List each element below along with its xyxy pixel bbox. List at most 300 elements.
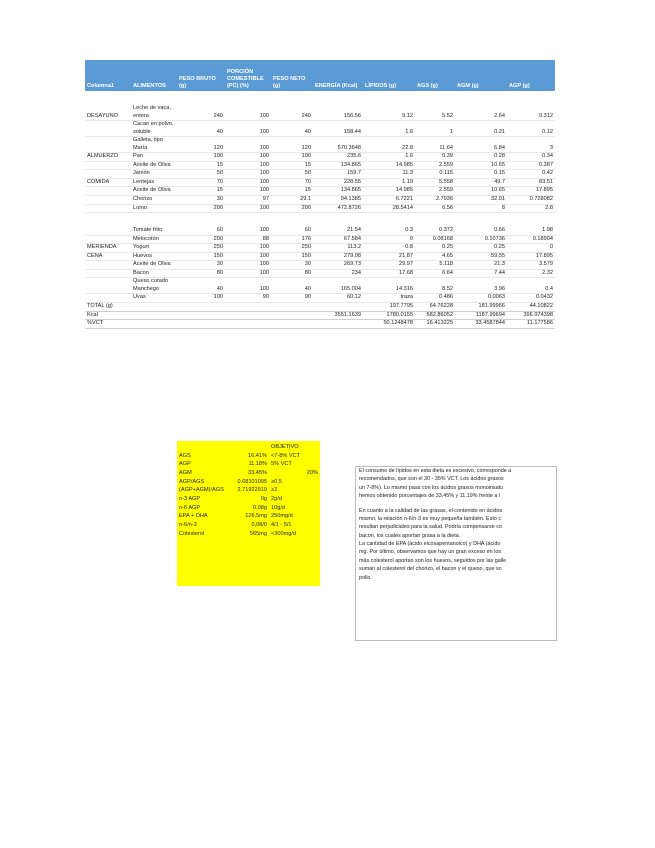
value-cell[interactable]: 2.7936 [415,196,455,205]
comment-line: más colesterol aportan son los huevos, seguidos por las galle [359,557,507,564]
value-cell[interactable]: 2.8 [507,204,555,213]
value-cell[interactable]: 6.56 [415,204,455,213]
value-cell[interactable]: 100 [225,121,271,137]
value-cell[interactable] [177,303,225,312]
value-cell[interactable]: 472.8726 [313,204,363,213]
table-row [85,153,555,162]
value-cell[interactable]: 32.01 [455,196,507,205]
objective-target[interactable]: 20% [306,469,318,476]
value-cell[interactable]: 0.15 [455,170,507,179]
meal-cell[interactable] [85,278,131,294]
nutrition-table [85,60,555,329]
value-cell[interactable]: 0 [507,244,555,253]
objective-value[interactable]: 0.68101095 [237,478,267,485]
food-cell[interactable]: Aceite de Oliva [131,187,177,196]
objective-row [177,504,320,513]
value-cell[interactable]: 11.64 [415,137,455,153]
value-cell[interactable]: 5.52 [415,105,455,121]
value-cell[interactable]: 120 [271,137,313,153]
value-cell[interactable]: 15 [177,161,225,170]
objective-row [177,512,320,521]
food-cell[interactable]: Huevos [131,252,177,261]
value-cell[interactable]: 134.865 [313,161,363,170]
total-row [85,311,555,320]
food-cell[interactable]: Chorizo [131,196,177,205]
value-cell[interactable]: 21.54 [313,227,363,235]
value-cell[interactable]: 1187.99694 [455,311,507,320]
objectives-box [177,441,320,586]
value-cell[interactable]: 70 [271,178,313,187]
value-cell[interactable]: 90 [225,294,271,303]
value-cell[interactable]: 2.32 [507,269,555,278]
value-cell[interactable]: 0.66 [455,227,507,235]
meal-cell[interactable] [85,196,131,205]
value-cell[interactable]: 5.558 [415,178,455,187]
column-header[interactable]: AGS (g) [415,60,455,91]
food-cell[interactable]: Aceite de Oliva [131,161,177,170]
value-cell[interactable]: 0.25 [455,244,507,253]
value-cell[interactable]: 40 [271,278,313,294]
value-cell[interactable]: 94.1385 [313,196,363,205]
value-cell[interactable]: 240 [177,105,225,121]
objective-target[interactable]: <300mg/d [271,530,297,537]
value-cell[interactable]: 100 [225,204,271,213]
table-row [85,244,555,253]
value-cell[interactable]: 17.68 [363,269,415,278]
value-cell[interactable] [271,311,313,320]
value-cell[interactable]: 50.1248478 [363,320,415,329]
value-cell[interactable]: 21.3 [455,261,507,270]
value-cell[interactable]: 97 [225,196,271,205]
total-row [85,303,555,312]
table-row [85,137,555,153]
value-cell[interactable]: 22.8 [363,137,415,153]
value-cell[interactable]: 59.55 [455,252,507,261]
meal-cell[interactable]: CENA [85,252,131,261]
value-cell[interactable]: 100 [225,187,271,196]
value-cell[interactable]: 100 [225,252,271,261]
value-cell[interactable]: 3551.1639 [313,311,363,320]
value-cell[interactable]: 28.5414 [363,204,415,213]
value-cell[interactable]: 30 [177,196,225,205]
objective-label[interactable]: AGP/AGS [179,478,205,485]
objective-value[interactable]: 33.45% [248,469,267,476]
value-cell[interactable]: 9.12 [363,105,415,121]
comment-line: hemos obtenido porcentajes de 33,45% y 11,19% frente a l [359,493,501,500]
table-row [85,170,555,179]
comment-line: mismo, la relación n-6/n-3 es muy pequeña también. Esto c [359,515,502,522]
value-cell[interactable]: 228.55 [313,178,363,187]
value-cell[interactable]: 176 [271,235,313,244]
value-cell[interactable] [225,311,271,320]
value-cell[interactable]: 14.985 [363,187,415,196]
meal-cell[interactable] [85,294,131,303]
objectives-header: OBJETIVO [271,444,299,450]
value-cell[interactable]: 156.56 [313,105,363,121]
table-row [85,294,555,303]
column-header[interactable]: LÍPIDOS (g) [363,60,415,91]
value-cell[interactable]: 100 [225,244,271,253]
value-cell[interactable]: 269.73 [313,261,363,270]
spacer-row [85,91,555,105]
objective-value[interactable]: 16.41% [248,452,267,459]
value-cell[interactable]: 15 [177,187,225,196]
value-cell[interactable]: traza [363,294,415,303]
table-header-row [85,60,555,91]
objective-row [177,460,320,469]
value-cell[interactable]: 1.19 [363,178,415,187]
value-cell[interactable]: 70 [177,178,225,187]
value-cell[interactable]: 90 [271,294,313,303]
food-cell[interactable]: Lomo [131,204,177,213]
objective-row [177,486,320,495]
objective-value[interactable]: 0,08/0 [251,521,267,528]
food-cell[interactable]: Bacon [131,269,177,278]
objective-value[interactable]: 11.18% [248,461,267,468]
value-cell[interactable]: 8.52 [415,278,455,294]
meal-cell[interactable]: %VCT [85,320,131,329]
objective-label[interactable]: AGS [179,452,191,459]
objective-row [177,530,320,539]
value-cell[interactable]: 0.312 [507,105,555,121]
table-row [85,235,555,244]
objective-target[interactable]: ≥2 [271,487,278,494]
column-header[interactable]: Columna1 [85,60,131,91]
comment-paragraph [356,507,556,582]
meal-cell[interactable] [85,170,131,179]
value-cell[interactable]: 0.728082 [507,196,555,205]
value-cell[interactable]: 100 [225,178,271,187]
value-cell[interactable]: 240 [271,105,313,121]
table-row [85,278,555,294]
value-cell[interactable]: 60 [177,227,225,235]
meal-cell[interactable] [85,137,131,153]
food-cell[interactable]: Yogurt [131,244,177,253]
value-cell[interactable]: 8 [455,204,507,213]
value-cell[interactable]: 197.7795 [363,303,415,312]
value-cell[interactable]: 6.84 [455,137,507,153]
meal-cell[interactable] [85,227,131,235]
objective-label[interactable]: n-6/n-3 [179,521,197,528]
value-cell[interactable]: 165.004 [313,278,363,294]
value-cell[interactable]: 60 [271,227,313,235]
meal-cell[interactable] [85,161,131,170]
value-cell[interactable]: 30 [177,261,225,270]
objective-row [177,469,320,478]
value-cell[interactable] [271,303,313,312]
value-cell[interactable]: 33.4587844 [455,320,507,329]
value-cell[interactable]: 2.559 [415,187,455,196]
value-cell[interactable]: 120 [177,137,225,153]
value-cell[interactable] [271,320,313,329]
value-cell[interactable]: 100 [225,105,271,121]
value-cell[interactable]: 49.7 [455,178,507,187]
table-row [85,178,555,187]
objective-target[interactable]: 2g/d [271,495,282,502]
value-cell[interactable]: 0.486 [415,294,455,303]
comment-line: El consumo de lípidos en esta dieta es excesivo, corresponde a [359,468,512,474]
value-cell[interactable]: 0.4 [507,278,555,294]
value-cell[interactable]: 200 [177,204,225,213]
meal-cell[interactable] [85,204,131,213]
meal-cell[interactable]: MERIENDA [85,244,131,253]
value-cell[interactable]: 396.974398 [507,311,555,320]
objective-value[interactable]: 0g [260,495,267,502]
food-cell[interactable]: Cacao en polvo, soluble [131,121,177,137]
value-cell[interactable]: 100 [177,294,225,303]
value-cell[interactable]: 200 [177,235,225,244]
table-row [85,252,555,261]
value-cell[interactable]: 40 [271,121,313,137]
comment-line: La cantidad de EPA (ácido eicosapentanoico) y DHA (ácido [359,541,501,547]
value-cell[interactable]: 0.18904 [507,235,555,244]
table-row [85,161,555,170]
table-row [85,121,555,137]
value-cell[interactable]: 100 [225,137,271,153]
value-cell[interactable]: 0.10736 [455,235,507,244]
value-cell[interactable]: 50 [177,170,225,179]
meal-cell[interactable] [85,121,131,137]
objective-target[interactable]: <7-8% VCT [271,452,301,459]
value-cell[interactable]: 15 [271,161,313,170]
value-cell[interactable]: 1.6 [363,153,415,162]
value-cell[interactable]: 4.65 [415,252,455,261]
value-cell[interactable]: 0 [363,235,415,244]
food-cell[interactable]: Uvas [131,294,177,303]
objective-target[interactable]: 250mg/d [271,513,293,520]
food-cell[interactable]: Melocotón [131,235,177,244]
food-cell[interactable]: Queso curado Manchego [131,278,177,294]
food-cell[interactable]: Tomate frito [131,227,177,235]
value-cell[interactable]: 29.1 [271,196,313,205]
meal-cell[interactable]: COMIDA [85,178,131,187]
value-cell[interactable]: 40 [177,121,225,137]
column-header[interactable]: PESO BRUTO (g) [177,60,225,91]
meal-cell[interactable] [85,235,131,244]
value-cell[interactable]: 0.28 [455,153,507,162]
value-cell[interactable]: 582.86052 [415,311,455,320]
objective-row [177,495,320,504]
food-cell[interactable]: Galleta, tipo María [131,137,177,153]
value-cell[interactable]: 0.42 [507,170,555,179]
spacer-row [85,213,555,228]
meal-cell[interactable]: Kcal [85,311,131,320]
objective-label[interactable]: EPA + DHA [179,513,208,520]
value-cell[interactable]: 159.7 [313,170,363,179]
value-cell[interactable]: 67.584 [313,235,363,244]
value-cell[interactable]: 0.0063 [455,294,507,303]
comment-line: pollo. [359,574,372,581]
food-cell[interactable]: Lentejas [131,178,177,187]
value-cell[interactable]: 0.0432 [507,294,555,303]
food-cell[interactable]: Leche de vaca, entera [131,105,177,121]
value-cell[interactable]: 83.51 [507,178,555,187]
value-cell[interactable]: 0.39 [415,153,455,162]
value-cell[interactable]: 5.118 [415,261,455,270]
value-cell[interactable]: 3.579 [507,261,555,270]
comment-line: suman al colesterol del chorizo, el bacon y el queso, que so [359,566,502,573]
value-cell[interactable]: 100 [225,261,271,270]
value-cell[interactable]: 11.3 [363,170,415,179]
objective-label[interactable]: (AGP+AGM)/AGS [179,487,224,494]
value-cell[interactable]: 17.895 [507,187,555,196]
column-header[interactable]: AGM (g) [455,60,507,91]
value-cell[interactable]: 250 [271,244,313,253]
table-row [85,105,555,121]
value-cell[interactable]: 100 [177,153,225,162]
value-cell[interactable]: 234 [313,269,363,278]
value-cell[interactable]: 6.64 [415,269,455,278]
value-cell[interactable]: 200 [271,204,313,213]
objective-row [177,478,320,487]
comment-line: En cuanto a la calidad de las grasas, el contenido en ácidos [359,507,503,514]
comment-textbox[interactable] [355,466,557,641]
value-cell[interactable]: 0.3 [363,227,415,235]
value-cell[interactable]: 7.44 [455,269,507,278]
value-cell[interactable]: 0.8 [363,244,415,253]
food-cell[interactable]: Aceite de Oliva [131,261,177,270]
value-cell[interactable] [225,320,271,329]
value-cell[interactable]: 235.6 [313,153,363,162]
comment-paragraph [356,467,556,501]
value-cell[interactable]: 1780.0155 [363,311,415,320]
objective-value[interactable]: 0,08g [253,504,267,511]
value-cell[interactable]: 14.316 [363,278,415,294]
objective-label[interactable]: AGM [179,469,192,476]
food-cell[interactable] [131,320,177,329]
value-cell[interactable]: 100 [225,153,271,162]
column-header[interactable]: ALIMENTOS [131,60,177,91]
comment-line: un 7-8%). Lo mismo pasa con los ácidos grasos monoinsatu [359,484,504,491]
value-cell[interactable]: 100 [225,269,271,278]
value-cell[interactable]: 1.6 [363,121,415,137]
column-header[interactable]: ENERGÍA (Kcal) [313,60,363,91]
value-cell[interactable]: 100 [225,278,271,294]
value-cell[interactable]: 14.985 [363,161,415,170]
value-cell[interactable]: 10.65 [455,187,507,196]
value-cell[interactable]: 11.177586 [507,320,555,329]
value-cell[interactable]: 40 [177,278,225,294]
value-cell[interactable]: 0.08168 [415,235,455,244]
value-cell[interactable]: 150 [271,252,313,261]
value-cell[interactable]: 64.76228 [415,303,455,312]
value-cell[interactable]: 80 [271,269,313,278]
value-cell[interactable]: 0.115 [415,170,455,179]
food-cell[interactable]: Pan [131,153,177,162]
value-cell[interactable]: 30 [271,261,313,270]
objective-label[interactable]: AGP [179,461,191,468]
food-cell[interactable] [131,311,177,320]
value-cell[interactable]: 10.65 [455,161,507,170]
column-header[interactable]: PESO NETO (g) [271,60,313,91]
value-cell[interactable]: 158.44 [313,121,363,137]
objective-value[interactable]: 565mg [249,530,267,537]
meal-cell[interactable] [85,269,131,278]
table-row [85,196,555,205]
food-cell[interactable] [131,303,177,312]
value-cell[interactable]: 250 [177,244,225,253]
table-row [85,187,555,196]
value-cell[interactable]: 100 [225,161,271,170]
total-row [85,320,555,329]
objective-label[interactable]: Colesterol [179,530,205,537]
comment-line: resultan perjudiciales para la salud. Podría compensarse co [359,524,502,531]
value-cell[interactable]: 88 [225,235,271,244]
value-cell[interactable] [177,311,225,320]
value-cell[interactable]: 279.08 [313,252,363,261]
value-cell[interactable]: 0.34 [507,153,555,162]
value-cell[interactable]: 2.64 [455,105,507,121]
value-cell[interactable]: 1 [415,121,455,137]
table-row [85,269,555,278]
objective-value[interactable]: 2.71922919 [237,487,267,494]
column-header[interactable]: PORCIÓN COMESTIBLE (PC) (%) [225,60,271,91]
objective-label[interactable]: n-6 AGP [179,504,201,511]
value-cell[interactable]: 15 [271,187,313,196]
value-cell[interactable]: 1.98 [507,227,555,235]
objectives-table [177,443,320,538]
value-cell[interactable] [313,303,363,312]
food-cell[interactable]: Jamón [131,170,177,179]
value-cell[interactable]: 0.21 [455,121,507,137]
value-cell[interactable]: 29.97 [363,261,415,270]
value-cell[interactable]: 0.387 [507,161,555,170]
value-cell[interactable]: 16.413225 [415,320,455,329]
objective-row [177,521,320,530]
value-cell[interactable]: 113.2 [313,244,363,253]
meal-cell[interactable] [85,187,131,196]
value-cell[interactable]: 134.865 [313,187,363,196]
objective-target[interactable]: 4/1 - 5/1 [271,521,292,528]
value-cell[interactable]: 181.99966 [455,303,507,312]
value-cell[interactable] [225,303,271,312]
meal-cell[interactable] [85,261,131,270]
value-cell[interactable]: 6.7221 [363,196,415,205]
objective-target[interactable]: 5% VCT [271,461,292,468]
objective-value[interactable]: 126,5mg [245,513,267,520]
value-cell[interactable]: 0.372 [415,227,455,235]
value-cell[interactable] [177,320,225,329]
value-cell[interactable]: 44.10822 [507,303,555,312]
comment-line: bacon, los cuales aportan grasa a la dieta. [359,532,461,539]
value-cell[interactable]: 100 [225,170,271,179]
value-cell[interactable]: 3 [507,137,555,153]
value-cell[interactable]: 80 [177,269,225,278]
value-cell[interactable]: 0.12 [507,121,555,137]
value-cell[interactable]: 100 [225,227,271,235]
value-cell[interactable] [313,320,363,329]
meal-cell[interactable]: ALMUERZO [85,153,131,162]
objective-label[interactable]: n-3 AGP [179,495,201,502]
meal-cell[interactable]: TOTAL (g) [85,303,131,312]
column-header[interactable]: AGP (g) [507,60,555,91]
objectives-header-row [177,443,320,452]
value-cell[interactable]: 2.559 [415,161,455,170]
value-cell[interactable]: 150 [177,252,225,261]
value-cell[interactable]: 100 [271,153,313,162]
value-cell[interactable]: 0.25 [415,244,455,253]
value-cell[interactable]: 17.895 [507,252,555,261]
objective-row [177,452,320,461]
value-cell[interactable]: 21.87 [363,252,415,261]
value-cell[interactable]: 50 [271,170,313,179]
value-cell[interactable]: 570.3648 [313,137,363,153]
value-cell[interactable]: 60.12 [313,294,363,303]
objective-target[interactable]: ≥0,5 [271,478,282,485]
meal-cell[interactable]: DESAYUNO [85,105,131,121]
objective-target[interactable]: 10g/d [271,504,285,511]
value-cell[interactable]: 3.96 [455,278,507,294]
